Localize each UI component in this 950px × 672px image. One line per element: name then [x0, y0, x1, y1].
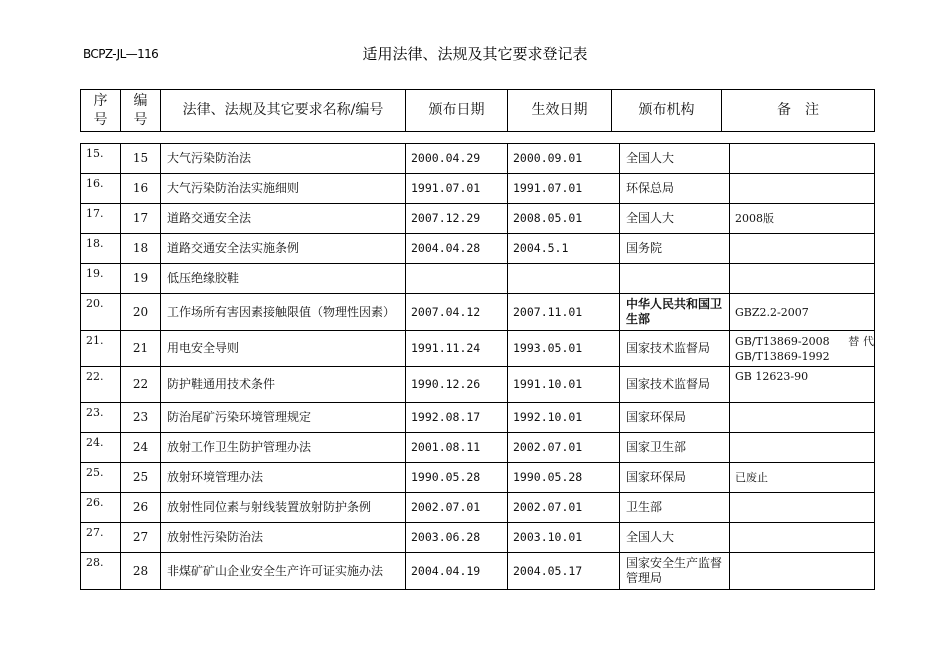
- row-eff-date: 1991.10.01: [508, 367, 620, 403]
- row-org: 国家环保局: [620, 463, 730, 493]
- row-note: [730, 553, 875, 590]
- row-name: 道路交通安全法: [161, 204, 406, 234]
- table-row: [81, 553, 875, 590]
- row-org: 国家技术监督局: [620, 367, 730, 403]
- row-seq: 23.: [81, 403, 121, 433]
- row-eff-date: 2008.05.01: [508, 204, 620, 234]
- row-number: 19: [121, 264, 161, 294]
- row-note: [730, 403, 875, 433]
- row-org: 国家环保局: [620, 403, 730, 433]
- row-note: GBZ2.2-2007: [730, 294, 875, 331]
- header-pub-date: 颁布日期: [406, 90, 508, 132]
- header-note: 备 注: [722, 90, 875, 132]
- row-name: 工作场所有害因素接触限值（物理性因素）: [161, 294, 406, 331]
- row-pub-date: 2002.07.01: [406, 493, 508, 523]
- table-row: [81, 367, 875, 403]
- row-name: 放射性同位素与射线装置放射防护条例: [161, 493, 406, 523]
- row-note: GB/T13869-2008 替代GB/T13869-1992: [730, 331, 875, 367]
- row-eff-date: 1991.07.01: [508, 174, 620, 204]
- row-number: 27: [121, 523, 161, 553]
- header-eff-date: 生效日期: [508, 90, 612, 132]
- row-pub-date: 2007.12.29: [406, 204, 508, 234]
- table-row: [81, 144, 875, 174]
- row-number: 26: [121, 493, 161, 523]
- header-name: 法律、法规及其它要求名称/编号: [161, 90, 406, 132]
- row-pub-date: 1990.12.26: [406, 367, 508, 403]
- row-eff-date: 2003.10.01: [508, 523, 620, 553]
- row-eff-date: 1990.05.28: [508, 463, 620, 493]
- document-title: 适用法律、法规及其它要求登记表: [362, 45, 588, 63]
- table-row: [81, 204, 875, 234]
- table-row: [81, 463, 875, 493]
- row-seq: 20.: [81, 294, 121, 331]
- row-eff-date: 2000.09.01: [508, 144, 620, 174]
- header-table: [80, 89, 875, 132]
- row-pub-date: 1990.05.28: [406, 463, 508, 493]
- row-name: 道路交通安全法实施条例: [161, 234, 406, 264]
- row-seq: 24.: [81, 433, 121, 463]
- row-pub-date: 1992.08.17: [406, 403, 508, 433]
- table-row: [81, 493, 875, 523]
- row-eff-date: 2004.5.1: [508, 234, 620, 264]
- row-number: 15: [121, 144, 161, 174]
- table-row: [81, 523, 875, 553]
- row-name: 放射环境管理办法: [161, 463, 406, 493]
- row-note: [730, 264, 875, 294]
- row-seq: 28.: [81, 553, 121, 590]
- row-note: [730, 144, 875, 174]
- row-name: 防护鞋通用技术条件: [161, 367, 406, 403]
- row-org: 全国人大: [620, 523, 730, 553]
- row-pub-date: [406, 264, 508, 294]
- registry-table: [80, 143, 875, 590]
- row-org: 国家安全生产监督管理局: [620, 553, 730, 590]
- row-note: [730, 174, 875, 204]
- row-eff-date: 2002.07.01: [508, 493, 620, 523]
- row-eff-date: 2004.05.17: [508, 553, 620, 590]
- row-pub-date: 1991.11.24: [406, 331, 508, 367]
- row-name: 放射性污染防治法: [161, 523, 406, 553]
- row-note: [730, 433, 875, 463]
- row-note: GB 12623-90: [730, 367, 875, 403]
- header-org: 颁布机构: [612, 90, 722, 132]
- row-note: 已废止: [730, 463, 875, 493]
- row-org: 国家卫生部: [620, 433, 730, 463]
- row-seq: 22.: [81, 367, 121, 403]
- table-row: [81, 264, 875, 294]
- row-name: 大气污染防治法实施细则: [161, 174, 406, 204]
- header-no: 编 号: [121, 90, 161, 132]
- row-eff-date: 2007.11.01: [508, 294, 620, 331]
- row-note: [730, 234, 875, 264]
- row-org: 卫生部: [620, 493, 730, 523]
- row-number: 25: [121, 463, 161, 493]
- row-seq: 27.: [81, 523, 121, 553]
- row-name: 低压绝缘胶鞋: [161, 264, 406, 294]
- row-org: [620, 264, 730, 294]
- table-row: [81, 403, 875, 433]
- header-seq: 序 号: [81, 90, 121, 132]
- row-org: 环保总局: [620, 174, 730, 204]
- row-seq: 15.: [81, 144, 121, 174]
- row-pub-date: 2000.04.29: [406, 144, 508, 174]
- row-pub-date: 2004.04.28: [406, 234, 508, 264]
- row-name: 放射工作卫生防护管理办法: [161, 433, 406, 463]
- row-name: 大气污染防治法: [161, 144, 406, 174]
- row-eff-date: 2002.07.01: [508, 433, 620, 463]
- row-number: 20: [121, 294, 161, 331]
- row-note: 2008版: [730, 204, 875, 234]
- row-pub-date: 2007.04.12: [406, 294, 508, 331]
- row-number: 17: [121, 204, 161, 234]
- row-org: 全国人大: [620, 204, 730, 234]
- row-org: 全国人大: [620, 144, 730, 174]
- table-row: [81, 433, 875, 463]
- row-number: 22: [121, 367, 161, 403]
- row-number: 24: [121, 433, 161, 463]
- row-seq: 16.: [81, 174, 121, 204]
- row-name: 防治尾矿污染环境管理规定: [161, 403, 406, 433]
- row-eff-date: [508, 264, 620, 294]
- row-name: 用电安全导则: [161, 331, 406, 367]
- table-row: [81, 294, 875, 331]
- table-row: [81, 234, 875, 264]
- row-seq: 17.: [81, 204, 121, 234]
- row-eff-date: 1992.10.01: [508, 403, 620, 433]
- row-pub-date: 1991.07.01: [406, 174, 508, 204]
- row-note: [730, 523, 875, 553]
- table-row: [81, 174, 875, 204]
- row-org: 国务院: [620, 234, 730, 264]
- row-note: [730, 493, 875, 523]
- row-number: 28: [121, 553, 161, 590]
- table-row: [81, 331, 875, 367]
- row-number: 16: [121, 174, 161, 204]
- document-code: BCPZ-JL—116: [83, 47, 159, 61]
- row-pub-date: 2003.06.28: [406, 523, 508, 553]
- row-seq: 18.: [81, 234, 121, 264]
- row-org: 中华人民共和国卫生部: [620, 294, 730, 331]
- row-seq: 25.: [81, 463, 121, 493]
- row-seq: 26.: [81, 493, 121, 523]
- row-number: 23: [121, 403, 161, 433]
- row-number: 21: [121, 331, 161, 367]
- row-eff-date: 1993.05.01: [508, 331, 620, 367]
- header-row: [81, 90, 875, 132]
- row-pub-date: 2001.08.11: [406, 433, 508, 463]
- row-seq: 21.: [81, 331, 121, 367]
- row-seq: 19.: [81, 264, 121, 294]
- row-number: 18: [121, 234, 161, 264]
- row-org: 国家技术监督局: [620, 331, 730, 367]
- row-pub-date: 2004.04.19: [406, 553, 508, 590]
- row-name: 非煤矿矿山企业安全生产许可证实施办法: [161, 553, 406, 590]
